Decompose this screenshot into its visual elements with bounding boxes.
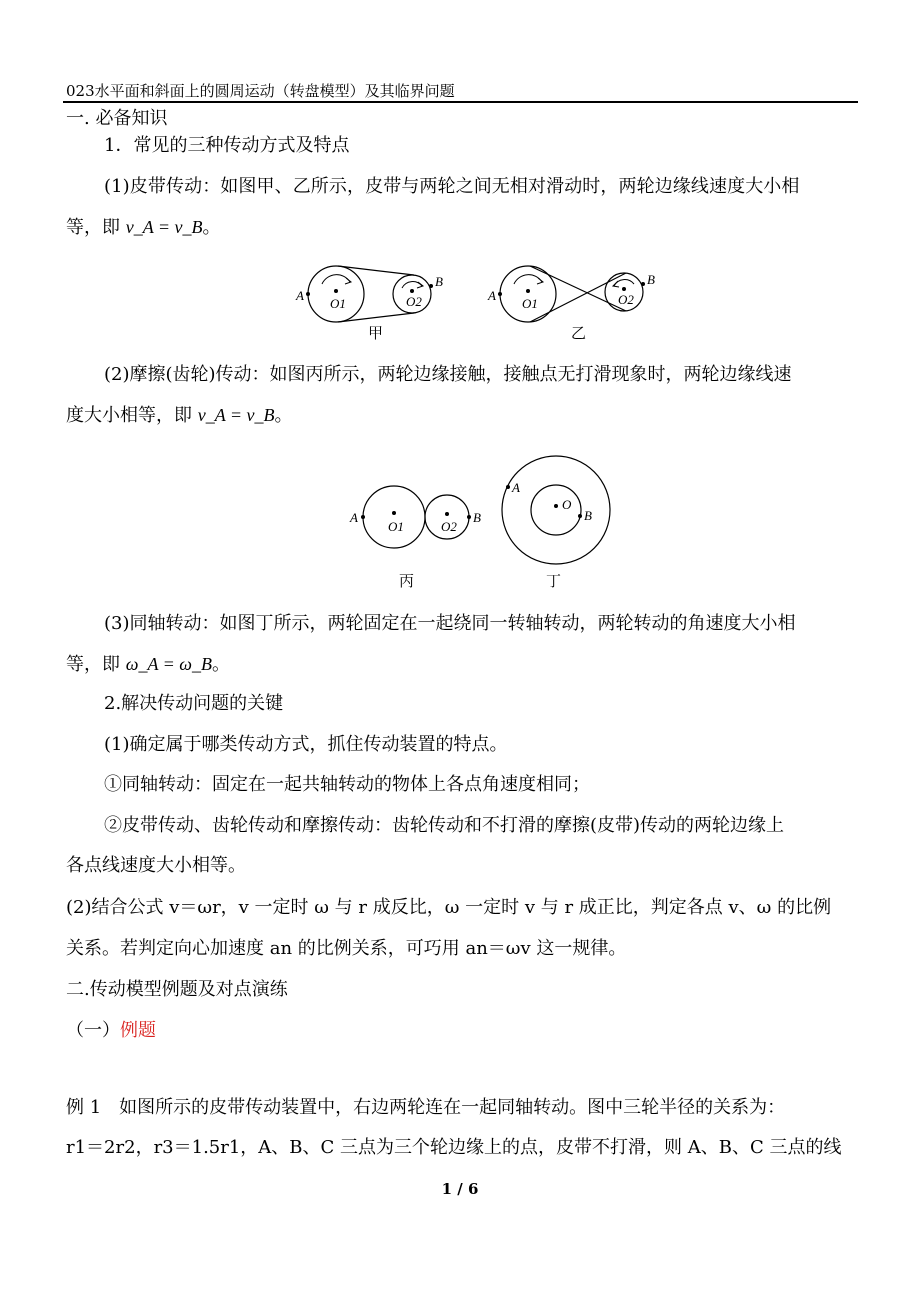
rotation-arrow-icon: [322, 275, 350, 284]
label-a: A: [350, 510, 358, 525]
label-a: A: [512, 480, 520, 495]
header-title: 023水平面和斜面上的圆周运动（转盘模型）及其临界问题: [66, 82, 455, 100]
caption-jia: 甲: [368, 324, 384, 342]
inner-wheel: [531, 485, 581, 535]
belt-bottom: [338, 313, 414, 322]
label-o2: O2: [441, 519, 457, 534]
figure-ding: [498, 454, 618, 566]
p3-line2-post: 。: [211, 654, 230, 675]
p2-line2-pre: 度大小相等，即: [66, 405, 198, 426]
subsection-title: 例题: [120, 1020, 156, 1041]
label-o: O: [562, 497, 572, 512]
label-a: A: [296, 288, 304, 303]
formula-va-vb-1: v_A = v_B: [125, 217, 203, 237]
figure-yi: [490, 262, 660, 322]
p3-line2: [66, 652, 230, 677]
formula-wa-wb: ω_A = ω_B: [125, 654, 212, 674]
belt-top: [338, 266, 414, 275]
belt-cross-1: [530, 266, 626, 311]
label-o1: O1: [388, 519, 404, 534]
key-point-1b-line2: 各点线速度大小相等。: [66, 855, 246, 876]
example1-line1: 例 1 如图所示的皮带传动装置中，右边两轮连在一起同轴转动。图中三轮半径的关系为：: [66, 1097, 786, 1118]
page-number: 1 / 6: [441, 1180, 479, 1198]
item2-title: 2.解决传动问题的关键: [104, 693, 284, 714]
figure-jia: [296, 262, 456, 322]
subsection-prefix: （一）: [66, 1020, 120, 1041]
formula-va-vb-2: v_A = v_B: [197, 405, 275, 425]
key-point-1: (1)确定属于哪类传动方式，抓住传动装置的特点。: [104, 734, 508, 755]
p1-line1: (1)皮带传动：如图甲、乙所示，皮带与两轮之间无相对滑动时，两轮边缘线速度大小相: [104, 176, 800, 197]
label-o2: O2: [618, 292, 634, 307]
p1-line2: [66, 215, 221, 240]
p3-line1: (3)同轴转动：如图丁所示，两轮固定在一起绕同一转轴转动，两轮转动的角速度大小相: [104, 613, 796, 634]
label-b: B: [473, 510, 481, 525]
belt-cross-2: [530, 273, 626, 322]
item1-title: 1．常见的三种传动方式及特点: [104, 135, 350, 156]
section1-heading: 一. 必备知识: [66, 108, 168, 129]
p2-line2: [66, 403, 293, 428]
key-point-2-line1: (2)结合公式 v＝ωr，v 一定时 ω 与 r 成反比，ω 一定时 v 与 r 成正比，判定各点 v、ω 的比例: [66, 897, 832, 918]
label-a: A: [488, 288, 496, 303]
figure-bing: [346, 484, 496, 550]
wheel-o1: [363, 486, 425, 548]
label-b: B: [647, 272, 655, 287]
caption-ding: 丁: [546, 572, 562, 590]
header-rule: [63, 101, 858, 103]
caption-bing: 丙: [399, 572, 415, 590]
subsection-examples: [66, 1019, 156, 1043]
rotation-arrow-icon: [614, 280, 634, 286]
section2-heading: 二.传动模型例题及对点演练: [66, 979, 288, 1000]
label-o1: O1: [330, 296, 346, 311]
key-point-1a: ①同轴转动：固定在一起共轴转动的物体上各点角速度相同；: [104, 774, 590, 795]
example1-line2: r1＝2r2，r3＝1.5r1，A、B、C 三点为三个轮边缘上的点，皮带不打滑，则 A、B、C 三点的线: [66, 1137, 842, 1158]
p2-line2-post: 。: [274, 405, 293, 426]
outer-wheel: [502, 456, 610, 564]
rotation-arrow-icon: [514, 275, 542, 284]
p2-line1: (2)摩擦(齿轮)传动：如图丙所示，两轮边缘接触，接触点无打滑现象时，两轮边缘线速: [104, 364, 792, 385]
caption-yi: 乙: [571, 324, 587, 342]
label-o2: O2: [406, 294, 422, 309]
p1-line2-pre: 等，即: [66, 217, 126, 238]
p3-line2-pre: 等，即: [66, 654, 126, 675]
key-point-2-line2: 关系。若判定向心加速度 an 的比例关系，可巧用 an＝ωv 这一规律。: [66, 938, 627, 959]
label-b: B: [435, 274, 443, 289]
p1-line2-post: 。: [202, 217, 221, 238]
key-point-1b-line1: ②皮带传动、齿轮传动和摩擦传动：齿轮传动和不打滑的摩擦(皮带)传动的两轮边缘上: [104, 815, 785, 836]
label-b: B: [584, 508, 592, 523]
label-o1: O1: [522, 296, 538, 311]
